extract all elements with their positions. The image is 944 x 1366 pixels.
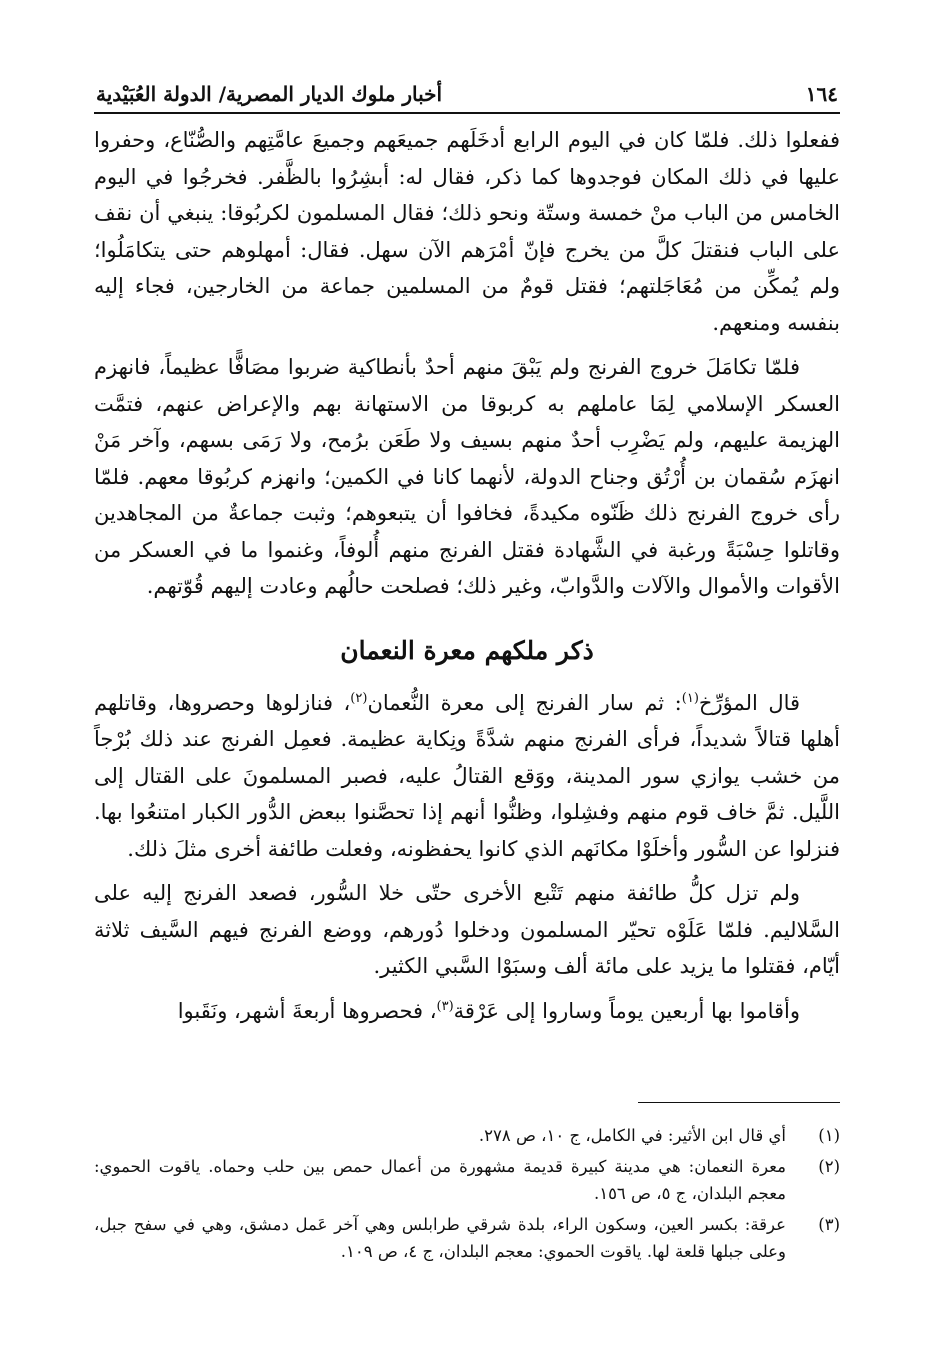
running-head: [94, 68, 840, 112]
footnote-text: معرة النعمان: هي مدينة كبيرة قديمة مشهورة من أعمال حمص بين حلب وحماه. ياقوت الحموي: معجم البلدان، ج ٥، ص ١٥٦.: [94, 1157, 786, 1203]
paragraph-5-text-a: وأقاموا بها أربعين يوماً وساروا إلى عَرْقة: [453, 998, 800, 1023]
footnotes: [94, 1122, 840, 1269]
page-number: ١٦٤: [805, 82, 838, 106]
paragraph-2: فلمّا تكامَلَ خروج الفرنج ولم يَبْقَ منهم أحدٌ بأنطاكية ضربوا مصَافًّا عظيماً، فانهزم العسكر الإسلامي لِمَا عاملهم به كربوقا من الاستهانة بهم والإعراض عنهم، فتمَّت الهزيمة عليهم، ولم يَضْرِب أحدٌ منهم بسيف ولا طَعَن برُمح، ولا رَمَى بسهم، وآخر مَنْ انهزَم سُقمان بن أُرْتُق وجناح الدولة، لأنهما كانا في الكمين؛ وانهزم كربُوقا معهم. فلمّا رأى خروج الفرنج ذلك ظَنّوه مكيدةً، فخافوا أن يتبعوهم؛ وثبت جماعةٌ من المجاهدين وقاتلوا حِسْبَةً ورغبة في الشَّهادة فقتل الفرنج منهم أُلوفاً، وغنموا ما في العسكر من الأقوات والأموال والآلات والدَّوابّ، وغير ذلك؛ فصلحت حالُهم وعادت إليهم قُوّتهم.: [94, 355, 840, 598]
footnote-text: عرقة: بكسر العين، وسكون الراء، بلدة شرقي طرابلس وهي آخر عَمل دمشق، وهي في سفح جبل، وعلى جبلها قلعة لها. ياقوت الحموي: معجم البلدان، ج ٤، ص ١٠٩.: [94, 1215, 786, 1261]
header-rule: [94, 112, 840, 114]
paragraph-5: [94, 993, 840, 1030]
footnote-ref-2: (٢): [350, 690, 368, 706]
paragraph-1: ففعلوا ذلك. فلمّا كان في اليوم الرابع أدخَلَهم جميعَهم وجميعَ عامَّتِهم والصُّنّاع، وحفروا عليها في ذلك المكان فوجدوها كما ذكر، فقال له: أبشِرُوا بالظَّفر. فخرجُوا في اليوم الخامس من الباب منْ خمسة وستّة ونحو ذلك؛ فقال المسلمون لكربُوقا: ينبغي أن نقف على الباب فنقتلَ كلَّ من يخرج فإنّ أمْرَهم الآن سهل. فقال: أمهلوهم حتى يتكامَلُوا؛ ولم يُمكِّن من مُعَاجَلتهم؛ فقتل قومٌ من المسلمين جماعة من الخارجين، فجاء إليه بنفسه ومنعهم.: [94, 128, 840, 335]
footnote-text: أي قال ابن الأثير: في الكامل، ج ١٠، ص ٢٧٨.: [478, 1126, 786, 1145]
footnote-number: (٣): [818, 1215, 840, 1234]
section-title: ذكر ملكهم معرة النعمان: [340, 635, 594, 665]
paragraph-5-text-b: ، فحصروها أربعةَ أشهر، ونَقَبوا: [177, 998, 437, 1023]
footnote-ref-3: (٣): [436, 998, 454, 1014]
paragraph-3: [94, 685, 840, 868]
footnote-2: [94, 1153, 840, 1207]
footnote-number: (١): [818, 1126, 840, 1145]
paragraph-3-text-c: ، فنازلوها وحصروها، وقاتلهم أهلها قتالاً شديداً، فرأى الفرنج منهم شدَّةً ونِكاية عظيمة. فعمِل الفرنج عند ذلك بُرْجاً من خشب يوازي سور المدينة، ووَقع القتالُ عليه، فصبر المسلمونَ على القتال إلى اللَّيل. ثمَّ خاف قوم منهم وفشِلوا، وظنُّوا أنهم إذا تحصَّنوا ببعض الدُّور الكبار امتنعُوا بها. فنزلوا عن السُّور وأخلَوْا مكانَهم الذي كانوا يحفظونه، وفعلت طائفة أخرى مثلَ ذلك.: [94, 690, 840, 861]
footnote-rule: [638, 1102, 840, 1103]
main-text: [94, 122, 840, 1029]
footnote-3: [94, 1211, 840, 1265]
footnote-1: [94, 1122, 840, 1149]
paragraph-3-text-a: قال المؤرِّخ: [698, 690, 801, 715]
footnote-ref-1: (١): [681, 690, 699, 706]
paragraph-3-text-b: : ثم سار الفرنج إلى معرة النُّعمان: [367, 690, 682, 715]
footnote-number: (٢): [818, 1157, 840, 1176]
book-page: [94, 68, 840, 1029]
running-title: أخبار ملوك الديار المصرية/ الدولة العُبَيْدية: [96, 82, 443, 106]
paragraph-4: ولم تزل كلُّ طائفة منهم تَتْبع الأخرى حتّى خلا السُّور، فصعد الفرنج إليه على السَّلاليم. فلمّا عَلَوْه تحيّر المسلمون ودخلوا دُورهم، ووضع الفرنج فيهم السَّيف ثلاثة أيّام، فقتلوا ما يزيد على مائة ألف وسبَوْا السَّبي الكثير.: [94, 881, 840, 978]
